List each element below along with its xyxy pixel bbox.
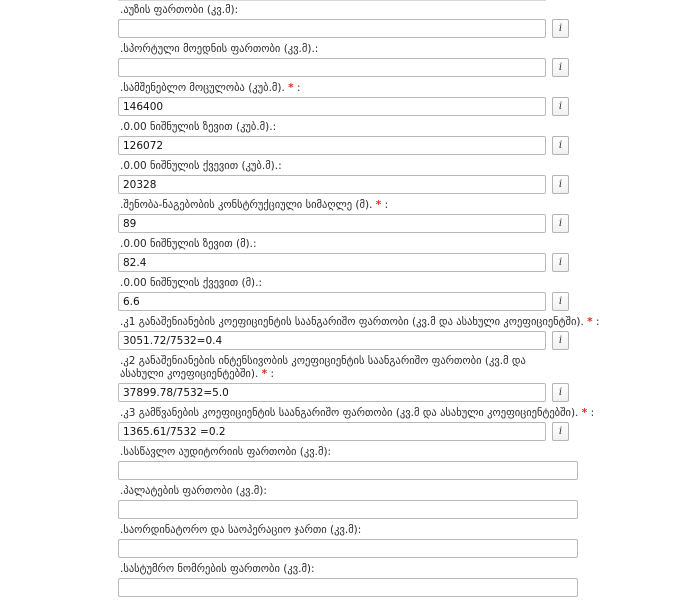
form-field-row [0, 442, 700, 480]
field-label-text: .აუზის ფართობი (კვ.მ): [120, 4, 239, 16]
info-icon[interactable]: i [552, 58, 569, 77]
field-label-text: .კ3 გამწვანების კოეფიციენტის საანგარიშო ფართობი (კვ.მ და ასახული კოეფიციენტებში). [120, 407, 579, 419]
field-label [118, 234, 692, 253]
required-asterisk: * [261, 368, 268, 380]
field-label [118, 442, 692, 461]
field-input-line [118, 214, 692, 233]
field-input-line [118, 422, 692, 441]
info-icon[interactable]: i [552, 253, 569, 272]
info-icon[interactable]: i [552, 331, 569, 350]
field-input-line [118, 175, 692, 194]
field-text-input[interactable] [118, 58, 546, 77]
field-label [118, 481, 692, 500]
field-label-text: .კ2 განაშენიანების ინტენსივობის კოეფიციენტის საანგარიშო ფართობი (კვ.მ და ასახული კოეფიციენტებში). [120, 355, 526, 380]
info-icon[interactable]: i [552, 136, 569, 155]
form-field-row [0, 195, 700, 233]
field-input-line [118, 19, 692, 38]
field-text-input[interactable] [118, 97, 546, 116]
form-field-row [0, 351, 700, 402]
form-field-row [0, 0, 700, 38]
field-input-line [118, 97, 692, 116]
field-input-line [118, 578, 692, 597]
form-field-row [0, 78, 700, 116]
field-text-input[interactable] [118, 500, 578, 519]
field-label [118, 273, 692, 292]
field-label: .კ3 გამწვანების კოეფიციენტის საანგარიშო ფართობი (კვ.მ და ასახული კოეფიციენტებში). * : [120, 407, 595, 419]
field-label-text: .სპორტული მოედნის ფართობი (კვ.მ).: [120, 43, 319, 55]
info-icon[interactable]: i [552, 214, 569, 233]
field-text-input[interactable] [118, 292, 546, 311]
field-input-line [118, 461, 692, 480]
field-label: .შენობა-ნაგებობის კონსტრუქციული სიმაღლე (მ). * : [120, 199, 389, 211]
form-field-row [0, 273, 700, 311]
field-text-input[interactable] [118, 175, 546, 194]
field-label-text: .პალატების ფართობი (კვ.მ): [120, 485, 267, 497]
field-text-input[interactable] [118, 422, 546, 441]
info-icon[interactable]: i [552, 97, 569, 116]
field-text-input[interactable] [118, 214, 546, 233]
field-input-line [118, 500, 692, 519]
field-input-line [118, 253, 692, 272]
field-label [118, 156, 692, 175]
field-text-input[interactable] [118, 383, 546, 402]
info-icon[interactable]: i [552, 19, 569, 38]
info-icon[interactable]: i [552, 383, 569, 402]
form-field-row [0, 481, 700, 519]
field-label: .კ2 განაშენიანების ინტენსივობის კოეფიციენტის საანგარიშო ფართობი (კვ.მ და ასახული კოეფიციენტებში). * : [120, 355, 526, 380]
form-field-row [0, 559, 700, 597]
field-label-text: .სასტუმრო ნომრების ფართობი (კვ.მ): [120, 563, 315, 575]
required-asterisk: * [581, 407, 588, 419]
field-text-input[interactable] [118, 253, 546, 272]
form-field-row [0, 312, 700, 350]
field-text-input[interactable] [118, 578, 578, 597]
field-label-text: .0.00 ნიშნულის ზევით (მ).: [120, 238, 257, 250]
field-label: .სამშენებლო მოცულობა (კუბ.მ). * : [120, 82, 301, 94]
field-input-line [118, 539, 692, 558]
form-field-row [0, 156, 700, 194]
required-asterisk: * [288, 82, 294, 94]
field-input-line [118, 331, 692, 350]
field-label-text: .საორდინატორო და საოპერაციო ჯართი (კვ.მ): [120, 524, 362, 536]
field-input-line [118, 136, 692, 155]
form-field-row [0, 234, 700, 272]
field-input-line [118, 58, 692, 77]
required-asterisk: * [587, 316, 593, 328]
required-asterisk: * [375, 199, 382, 211]
field-label-text: .0.00 ნიშნულის ქვევით (მ).: [120, 277, 263, 289]
form-field-row [0, 403, 700, 441]
field-text-input[interactable] [118, 136, 546, 155]
info-icon[interactable]: i [552, 292, 569, 311]
field-label-text: .0.00 ნიშნულის ქვევით (კუბ.მ).: [120, 160, 282, 172]
field-label: .კ1 განაშენიანების კოეფიციენტის საანგარიშო ფართობი (კვ.მ და ასახული კოეფიციენტში). * : [120, 316, 600, 328]
field-label-text: .კ1 განაშენიანების კოეფიციენტის საანგარიშო ფართობი (კვ.მ და ასახული კოეფიციენტში). [120, 316, 584, 328]
info-icon[interactable]: i [552, 422, 569, 441]
field-label-text: .სასწავლო აუდიტორიის ფართობი (კვ.მ): [120, 446, 332, 458]
info-icon[interactable]: i [552, 175, 569, 194]
form-field-row [0, 39, 700, 77]
field-label-text: .სამშენებლო მოცულობა (კუბ.მ). [120, 82, 285, 94]
field-label [118, 39, 692, 58]
form-field-row [0, 520, 700, 558]
field-input-line [118, 383, 692, 402]
field-text-input[interactable] [118, 461, 578, 480]
form-field-row [0, 117, 700, 155]
field-input-line [118, 292, 692, 311]
field-label [118, 559, 692, 578]
field-label [118, 0, 692, 19]
field-text-input[interactable] [118, 539, 578, 558]
field-text-input[interactable] [118, 331, 546, 350]
field-label-text: .0.00 ნიშნულის ზევით (კუბ.მ).: [120, 121, 277, 133]
field-label-text: .შენობა-ნაგებობის კონსტრუქციული სიმაღლე (მ). [120, 199, 373, 211]
field-text-input[interactable] [118, 19, 546, 38]
field-label [118, 117, 692, 136]
field-label [118, 520, 692, 539]
